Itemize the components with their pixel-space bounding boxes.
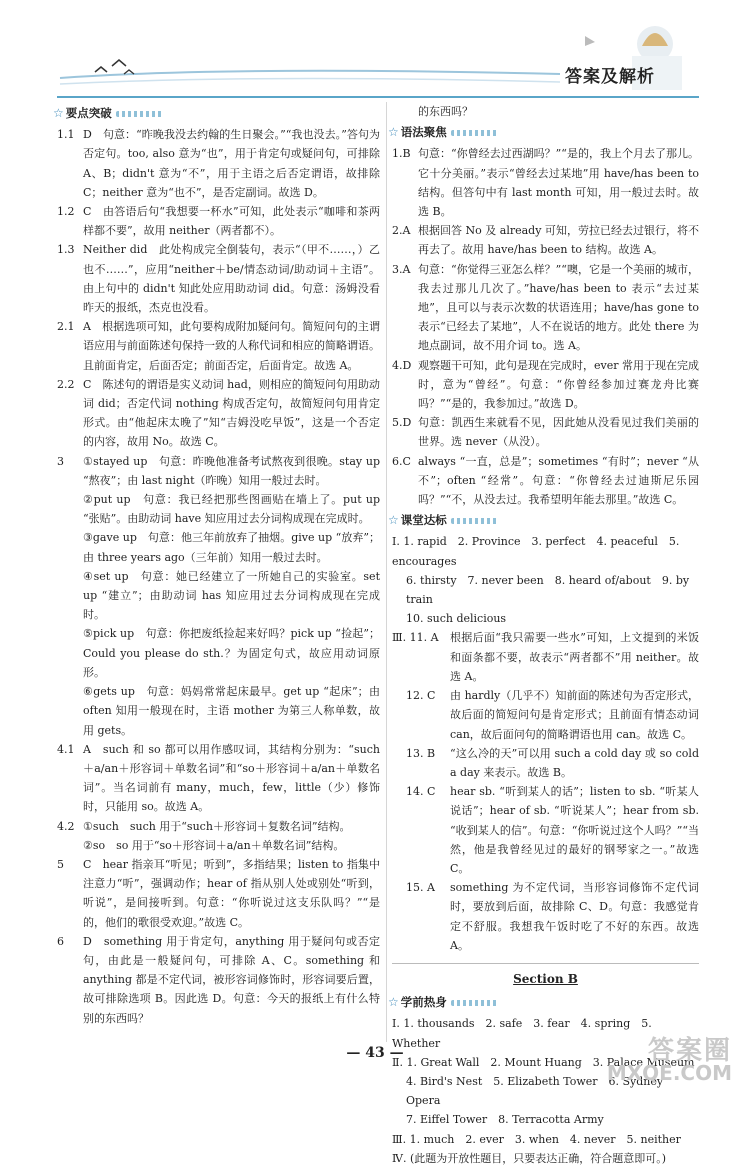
- item-number: 4.2: [57, 819, 75, 833]
- section-b-heading: [392, 970, 699, 989]
- subitem-text: ①stayed up 句意：昨晚他准备考试熬夜到很晚。stay up “熬夜”；由 last night（昨晚）知用一般过去时。: [83, 454, 380, 487]
- watermark-line: 答案圈: [647, 1036, 732, 1066]
- item-number: 4.1: [57, 742, 75, 756]
- item-number: 15. A: [406, 881, 435, 895]
- item-text: 句意：“你曾经去过西湖吗？”“是的，我上个月去了那儿。它十分美丽。”表示“曾经去过某地”用 have/has been to 结构。但答句中有 last month 可知，用一般过去时。故选 B。: [418, 147, 699, 219]
- section-title: 学前热身: [400, 995, 447, 1010]
- item-text: A such 和 so 都可以用作感叹词，其结构分别为：“such＋a/an＋形容词＋单数名词”和“so＋形容词＋a/an＋单数名词”。当名词前有 many，much，few，little（少）修饰时，只能用 so。故选 A。: [83, 742, 380, 814]
- watermark: [606, 1036, 732, 1085]
- section-heading: [388, 511, 699, 530]
- answer-item: [392, 686, 699, 744]
- subitem-text: ③gave up 句意：他三年前放弃了抽烟。give up “放弃”；由 three years ago（三年前）知用一般过去时。: [83, 531, 380, 564]
- answer-line: Ⅳ. (此题为开放性题目，只要表达正确，符合题意即可。): [392, 1151, 667, 1165]
- star-icon: ☆: [388, 995, 399, 1010]
- continued-text: 的东西吗？: [418, 105, 473, 118]
- item-number: 12. C: [406, 689, 436, 703]
- item-text: 根据后面“我只需要一些水”可知，上文提到的米饭和面条都不要，故表示“两者都不”用 neither。故选 A。: [450, 631, 699, 683]
- answer-line: Ⅰ. 1. rapid 2. Province 3. perfect 4. peaceful 5. encourages: [392, 535, 680, 568]
- item-text: hear sb. “听到某人的话”；listen to sb. “听某人说话”；hear of sb. “听说某人”；hear from sb. “收到某人的信”。句意：“你听说过这个人吗？”“当然，他是我曾经见过的最好的钢琴家之一。”故选 C。: [450, 785, 699, 875]
- answer-item: [57, 125, 380, 202]
- left-column: [53, 102, 380, 1028]
- section-heading: [388, 993, 699, 1012]
- answer-item: [57, 740, 380, 817]
- answer-line: Ⅲ. 1. much 2. ever 3. when 4. never 5. neither: [392, 1132, 681, 1146]
- item-text: C 由答语后句“我想要一杯水”可知，此处表示“咖啡和茶两样都不要”，故用 neither（两者都不）。: [83, 205, 380, 238]
- item-text: C 陈述句的谓语是实义动词 had，则相应的简短问句用助动词 did；否定代词 nothing 构成否定句，故简短问句用肯定形式。由“他起床太晚了”知“吉姆没吃早饭”，这是一个否定的内容，故用 No。故选 C。: [83, 377, 380, 449]
- answer-item: [392, 260, 699, 356]
- section-title: 课堂达标: [400, 513, 447, 528]
- item-number: 1.3: [57, 243, 75, 257]
- answer-line: 10. such delicious: [406, 612, 507, 626]
- answer-item: [57, 240, 380, 317]
- answer-line: Ⅱ. 1. Great Wall 2. Mount Huang 3. Palace Museum: [392, 1055, 695, 1069]
- item-number: 5.D: [392, 416, 412, 430]
- item-number: 3: [57, 454, 64, 468]
- section-heading: [53, 104, 380, 123]
- item-text: something 为不定代词，当形容词修饰不定代词时，要放到后面，故排除 C、D。句意：我感觉肯定不舒服。我想我午饭时吃了不好的东西。故选 A。: [450, 881, 699, 952]
- item-text: 由 hardly（几乎不）知前面的陈述句为否定形式，故后面的简短问句是肯定形式；且前面有情态动词 can，故后面问句的简略谓语也用 can。故选 C。: [450, 689, 699, 741]
- item-number: 2.1: [57, 320, 75, 334]
- wave-icon: [451, 518, 499, 524]
- item-number: 5: [57, 857, 64, 871]
- item-number: 2.2: [57, 377, 75, 391]
- item-text: 句意：“你觉得三亚怎么样？”“噢，它是一个美丽的城市，我去过那儿几次了。”have/has been to 表示“去过某地”，且可以与表示次数的状语连用；have/has gone to 表示“已经去了某地”，人不在说话的地方。此处 there 为地点副词，故不用介词 to。选 A。: [418, 262, 699, 353]
- answer-item: [57, 855, 380, 932]
- section-b-title: Section B: [513, 971, 578, 986]
- answer-item: [392, 744, 699, 782]
- item-number: 6.C: [392, 454, 411, 468]
- item-number: 14. C: [406, 785, 436, 799]
- answer-item: [57, 817, 380, 855]
- answer-item: [392, 413, 699, 451]
- subitem-text: ②so so 用于“so＋形容词＋a/an＋单数名词”结构。: [83, 838, 345, 852]
- item-text: A 根据选项可知，此句要构成附加疑问句。简短问句的主谓语应用与前面陈述句保持一致的人称代词和相应的简略谓语。且前面肯定，后面否定；前面否定，后面肯定。故选 A。: [83, 320, 380, 372]
- answer-item: [57, 932, 380, 1028]
- right-column: [388, 102, 699, 1168]
- answer-item: [392, 356, 699, 414]
- section-title: 要点突破: [65, 106, 112, 120]
- star-icon: ☆: [388, 513, 399, 528]
- answer-item: [57, 452, 380, 740]
- subitem-text: ①such such 用于“such＋形容词＋复数名词”结构。: [83, 819, 351, 833]
- wave-icon: [451, 1000, 499, 1006]
- page-header: [0, 0, 750, 100]
- header-title: 答案及解析: [565, 67, 655, 87]
- item-number: 6: [57, 934, 64, 948]
- item-text: 句意：凯西生来就看不见，因此她从没看见过我们美丽的世界。选 never（从没）。: [418, 416, 699, 449]
- subitem-text: ④set up 句意：她已经建立了一所她自己的实验室。set up “建立”；由助动词 has 知应用过去分词构成现在完成时。: [83, 569, 380, 622]
- section-title: 语法聚焦: [400, 125, 447, 140]
- answer-line: 7. Eiffel Tower 8. Terracotta Army: [406, 1113, 604, 1127]
- header-rule: [57, 96, 699, 98]
- answer-item: [392, 628, 699, 686]
- wave-icon: [116, 111, 164, 117]
- answer-item: [392, 452, 699, 510]
- item-number: 2.A: [392, 224, 411, 238]
- item-number: 13. B: [406, 746, 436, 760]
- item-number: 1.2: [57, 205, 75, 219]
- item-subitems: [83, 452, 380, 740]
- item-number: 3.A: [392, 262, 411, 276]
- answer-item: [57, 202, 380, 240]
- answer-item: [392, 144, 699, 221]
- item-text: 观察题干可知，此句是现在完成时，ever 常用于现在完成时，意为“曾经”。句意：“你曾经参加过赛龙舟比赛吗？”“是的，我参加过。”故选 D。: [418, 358, 699, 411]
- answer-item: [57, 375, 380, 452]
- column-divider: [386, 102, 387, 1042]
- item-text: 根据回答 No 及 already 可知，劳拉已经去过银行，将不再去了。故用 have/has been to 结构。故选 A。: [418, 224, 699, 257]
- section-rule: [392, 963, 699, 964]
- answer-item: [392, 878, 699, 955]
- answer-line: 6. thirsty 7. never been 8. heard of/about 9. by train: [406, 573, 690, 607]
- answer-item: [392, 221, 699, 259]
- answer-line: Ⅰ. 1. thousands 2. safe 3. fear 4. spring 5. Whether: [392, 1017, 652, 1050]
- item-number: 1.B: [392, 147, 411, 161]
- page-number: — 43 —: [346, 1045, 404, 1061]
- item-number: 4.D: [392, 358, 412, 372]
- item-text: D 句意：“昨晚我没去约翰的生日聚会。”“我也没去。”答句为否定句。too, also 意为“也”，用于肯定句或疑问句，可排除 A、B；didn't 意为“不”，用于主语之后否定谓语，故排除 C；neither 意为“也不”，是否定副词。故选 D。: [83, 128, 380, 199]
- answer-item: [392, 782, 699, 878]
- watermark-line: MXQE.COM: [606, 1061, 732, 1085]
- answer-item: [57, 317, 380, 375]
- item-text: D something 用于肯定句，anything 用于疑问句或否定句，由此是一般疑问句，可排除 A、C。something 和 anything 都是不定代词，被形容词修饰时，形容词要后置，故可排除选项 B。因此选 D。句意：今天的报纸上有什么特别的东西吗？: [83, 934, 380, 1025]
- answer-line: 4. Bird's Nest 5. Elizabeth Tower 6. Sydney Opera: [406, 1074, 664, 1108]
- star-icon: ☆: [53, 106, 64, 120]
- wave-icon: [451, 130, 499, 136]
- subitem-text: ⑤pick up 句意：你把废纸捡起来好吗？pick up “捡起”；Could you please do sth.？为固定句式，故应用动词原形。: [83, 627, 380, 679]
- subitem-text: ②put up 句意：我已经把那些图画贴在墙上了。put up “张贴”。由助动词 have 知应用过去分词构成现在完成时。: [83, 493, 380, 526]
- item-text: “这么冷的天”可以用 such a cold day 或 so cold a day 来表示。故选 B。: [450, 746, 699, 779]
- star-icon: ☆: [388, 125, 399, 140]
- section-heading: [388, 123, 699, 142]
- item-number: 1.1: [57, 128, 75, 142]
- item-subitems: [83, 817, 380, 855]
- item-number: Ⅲ. 11. A: [392, 631, 439, 645]
- item-text: C hear 指亲耳“听见；听到”，多指结果；listen to 指集中注意力“听”，强调动作；hear of 指从别人处或别处“听到，听说”，是间接听到。句意：“你听说过这支乐队吗？”“是的，他们的歌很受欢迎。”故选 C。: [83, 857, 380, 929]
- subitem-text: ⑥gets up 句意：妈妈常常起床最早。get up “起床”；由 often 知用一般现在时，主语 mother 为第三人称单数，故用 gets。: [83, 685, 380, 737]
- item-text: Neither did 此处构成完全倒装句，表示“（甲不……，）乙也不……”，应用“neither＋be/情态动词/助动词＋主语”。由上句中的 didn't 知此处应用助动词 did。句意：汤姆没看昨天的报纸，杰克也没看。: [83, 243, 380, 315]
- item-text: always “一直，总是”；sometimes “有时”；never “从不”；often “经常”。句意：“你曾经去过迪斯尼乐园吗？”“不，从没去过。我希望明年能去那里。”故选 C。: [418, 454, 699, 507]
